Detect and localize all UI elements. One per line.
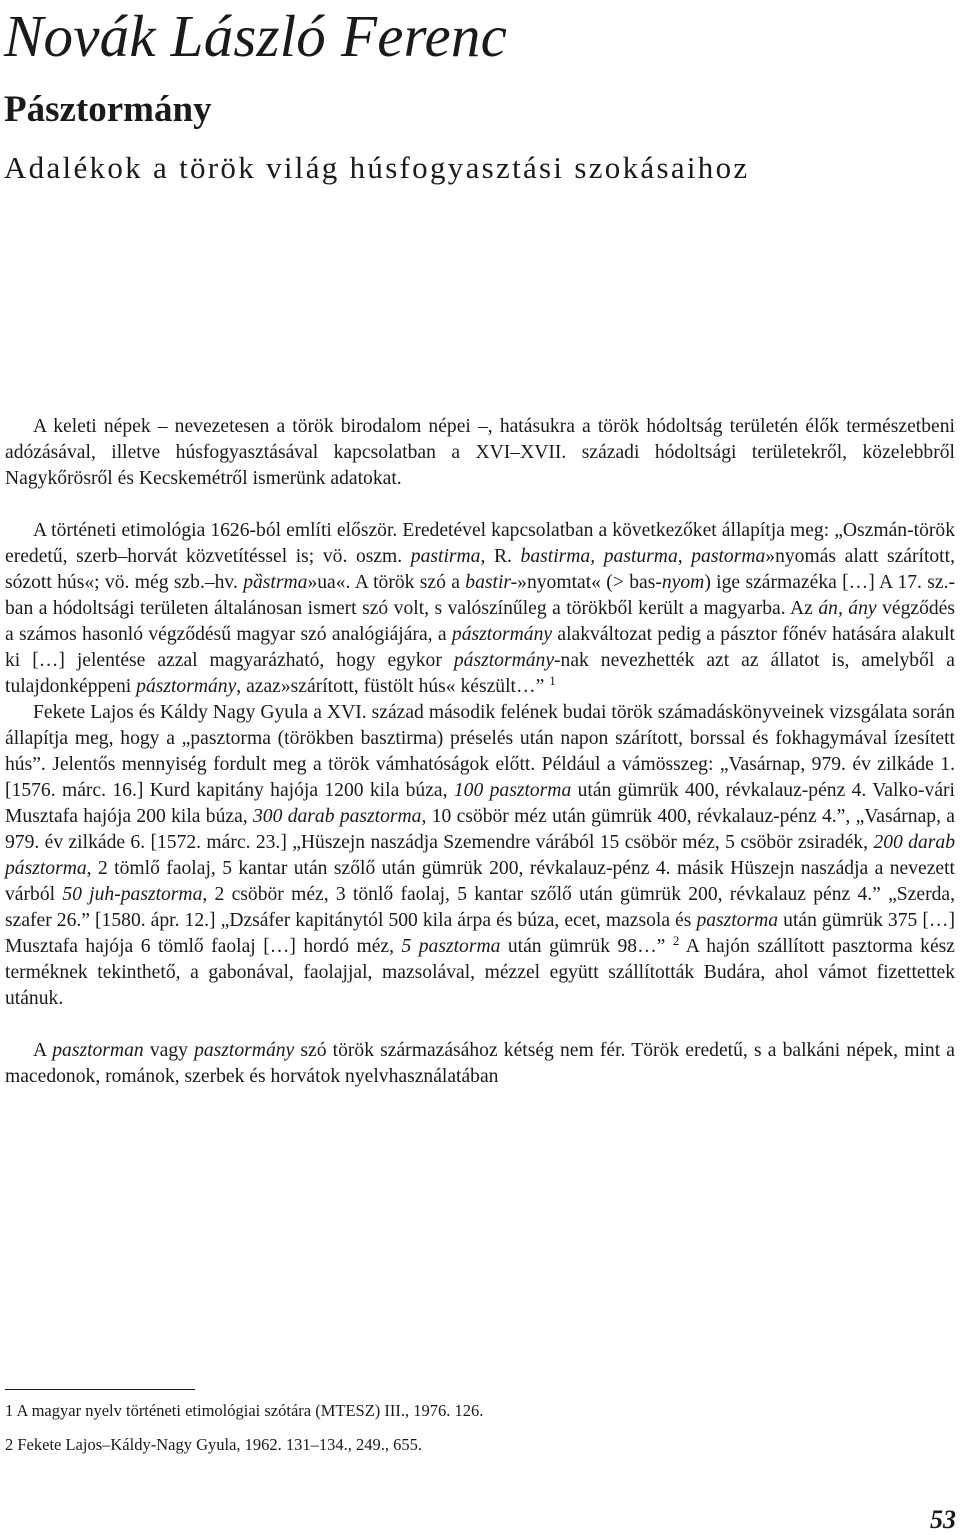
italic-term: 100 pasztorma bbox=[453, 780, 572, 801]
author-name: Novák László Ferenc bbox=[4, 3, 508, 69]
italic-term: bastir- bbox=[465, 572, 518, 593]
text-run: vagy bbox=[143, 1040, 195, 1061]
text-run: , 10 csöbör méz után gümrük 400, révkalauz-pénz 4.”, „Vasárnap, a 979. év zilkáde 6. [1572. márc. 23.] „Hüszejn naszádja Szemendre várából 15 csöbör méz, 5 csöbör zsiradék, bbox=[5, 806, 955, 853]
italic-term: bastirma, pasturma, pastorma bbox=[520, 546, 766, 567]
text-run: , 2 tömlő faolaj, 5 kantar után szőlő után gümrük 200, révkalauz-pénz 4. másik Hüszejn naszádja a nevezett várból bbox=[5, 858, 955, 905]
text-run: A bbox=[33, 1040, 53, 1061]
italic-term: 200 darab pásztorma bbox=[5, 832, 955, 879]
article-subtitle: Adalékok a török világ húsfogyasztási szokásaihoz bbox=[4, 150, 750, 185]
italic-term: pasztorman bbox=[52, 1040, 144, 1061]
paragraph-origin bbox=[5, 1038, 955, 1090]
paragraph-fekete-kaldy bbox=[5, 700, 955, 1012]
text-run: szó török származásához kétség nem fér. Török eredetű, s a balkáni népek, mint a macedonok, románok, szerbek és horvátok nyelvhasználatában bbox=[5, 1040, 955, 1087]
text-run: után gümrük 375 […] Musztafa hajója 6 tömlő faolaj […] hordó méz, bbox=[5, 910, 955, 957]
footnote-ref-2[interactable]: 2 bbox=[672, 933, 680, 948]
text-run: Fekete Lajos és Káldy Nagy Gyula a XVI. század második felének budai török számadáskönyveinek vizsgálata során állapítja meg, hogy a „pasztorma (törökben basztirma) préselés után napon szárított, borssal és fokhagymával ízesített hús”. Jelentős mennyiség fordult meg a török vámhatóságok előtt. Például a vámösszeg: „Vasárnap, 979. év zilkáde 1. [1576. márc. 16.] Kurd kapitány hajója 1200 kila búza, bbox=[5, 702, 955, 801]
paragraph-intro: A keleti népek ‒ nevezetesen a török birodalom népei ‒, hatásukra a török hódoltság területén élők természetbeni adózásával, illetve húsfogyasztásával kapcsolatban a XVI‒XVII. századi hódoltsági területekről, közelebbről Nagykőrösről és Kecskemétről ismerünk adatokat. bbox=[5, 416, 955, 489]
text-run: -nak nevezhették azt az állatot is, amelyből a tulajdonképpeni bbox=[5, 650, 955, 697]
text-run: A hajón szállított pasztorma kész terméknek tekinthető, a gabonával, faolajjal, mazsolával, mézzel együtt szállították Budára, ahol vámot fizettettek utánuk. bbox=[5, 936, 955, 1009]
text-run: után gümrük 400, révkalauz-pénz 4. Valko-vári Musztafa hajója 200 kila búza, bbox=[5, 780, 956, 827]
article-title: Pásztormány bbox=[4, 89, 212, 130]
italic-term: pásztormány bbox=[453, 650, 555, 671]
text-run: után gümrük 98…” bbox=[500, 936, 666, 957]
italic-term: án, ány bbox=[818, 598, 877, 619]
italic-term: 50 juh-pasztorma bbox=[62, 884, 203, 905]
text-run: ) ige származéka […] A 17. sz.-ban a hódoltsági területen általánosan ismert szó volt, s valószínűleg a törökből került a magyarba. Az bbox=[5, 572, 956, 619]
italic-term: pásztormány bbox=[451, 624, 553, 645]
text-run: végződés a számos hasonló végződésű magyar szó analógiájára, a bbox=[5, 598, 955, 645]
text-run: alakváltozat pedig a pásztor főnév hatására alakult ki […] jelentése azzal magyarázható, hogy egykor bbox=[5, 624, 955, 671]
text-run: , R. bbox=[480, 546, 521, 567]
text-run: »ua«. A török szó a bbox=[307, 572, 466, 593]
paragraph-etymology bbox=[5, 518, 955, 700]
footnote-ref-1[interactable]: 1 bbox=[549, 673, 556, 688]
italic-term: 300 darab pasztorma bbox=[253, 806, 422, 827]
italic-term: pastirma bbox=[410, 546, 481, 567]
italic-term: nyom bbox=[661, 572, 705, 593]
footnote-2: 2 Fekete Lajos‒Káldy-Nagy Gyula, 1962. 131‒134., 249., 655. bbox=[5, 1435, 423, 1454]
footnote-separator bbox=[5, 1389, 195, 1390]
page-number: 53 bbox=[930, 1505, 956, 1534]
italic-term: pȁstrma bbox=[243, 572, 308, 593]
italic-term: pasztorma bbox=[696, 910, 779, 931]
footnotes bbox=[5, 1400, 955, 1468]
text-run: »nyomás alatt szárított, sózott hús«; vö. még szb.‒hv. bbox=[5, 546, 955, 593]
italic-term: pásztormány bbox=[136, 676, 237, 697]
article-body bbox=[5, 414, 955, 1090]
footnote-1: 1 A magyar nyelv történeti etimológiai szótára (MTESZ) III., 1976. 126. bbox=[5, 1401, 484, 1420]
italic-term: 5 pasztorma bbox=[401, 936, 501, 957]
text-run: , azaz»szárított, füstölt hús« készült…” bbox=[236, 676, 545, 697]
text-run: »nyomtat« (> bas- bbox=[517, 572, 662, 593]
italic-term: pasztormány bbox=[194, 1040, 295, 1061]
text-run: A történeti etimológia 1626-ból említi először. Eredetével kapcsolatban a következőket állapítja meg: „Oszmán-török eredetű, szerb‒horvát közvetítéssel is; vö. oszm. bbox=[5, 520, 955, 567]
text-run: , 2 csöbör méz, 3 tönlő faolaj, 5 kantar szőlő után gümrük 200, révkalauz pénz 4.” „Szerda, szafer 26.” [1580. ápr. 12.] „Dzsáfer kapitánytól 500 kila árpa és búza, ecet, mazsola és bbox=[5, 884, 955, 931]
